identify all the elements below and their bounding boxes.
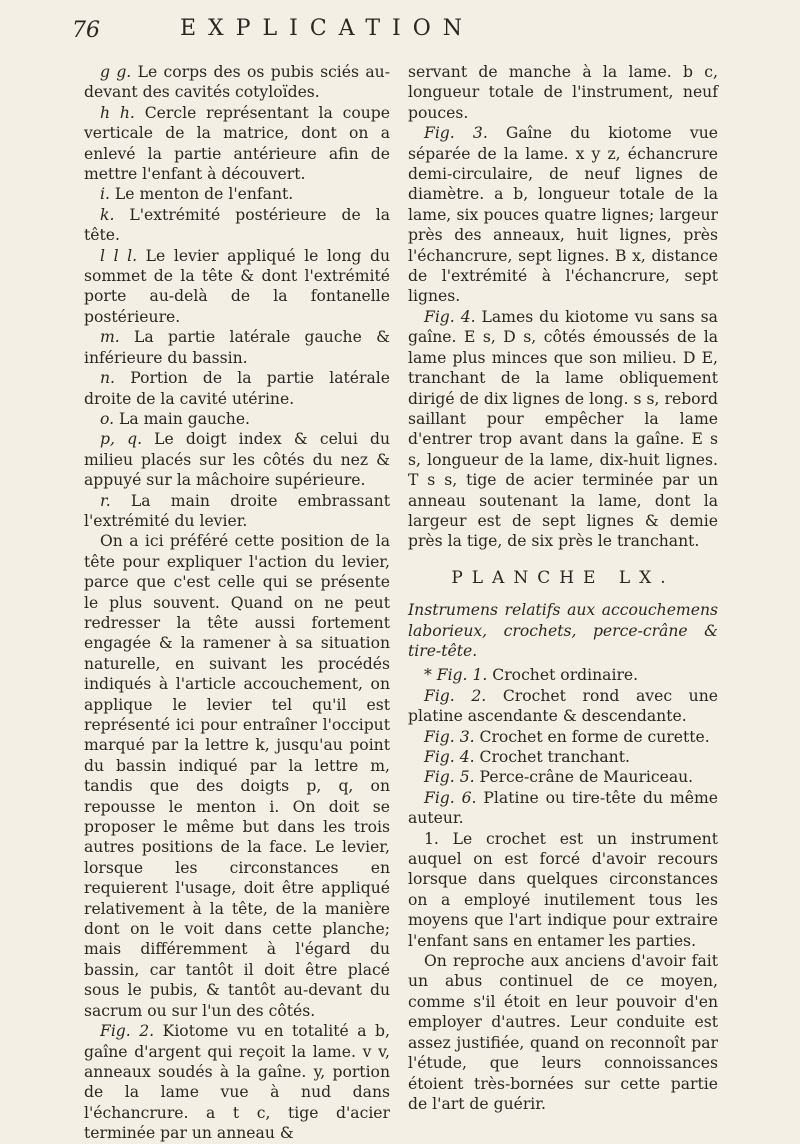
left-column [84,62,390,1144]
item-label: Fig. 3. [424,727,475,746]
legend-entry [84,103,390,185]
figure-entry [408,767,718,787]
legend-entry [84,491,390,532]
figure-entry [408,747,718,767]
item-text: Crochet ordinaire. [487,666,639,685]
legend-entry [84,531,390,1021]
figure-descriptions [408,62,718,552]
item-text: Portion de la partie latérale droite de la cavité utérine. [84,369,390,408]
item-label: n. [100,369,115,388]
body-paragraph: On reproche aux anciens d'avoir fait un abus continuel de ce moyen, comme s'il étoit en leur pouvoir d'en employer d'autres. Leur conduite est assez justifiée, quand on reconnoît par l'étude, que leurs connoissances étoient très-bornées sur cette partie de l'art de guérir. [408,952,718,1113]
plate-heading: PLANCHE LX. [451,567,675,588]
legend-entry [84,368,390,409]
item-label: l l l. [100,246,138,265]
figure-entry [408,665,718,685]
item-label: Fig. 5. [424,768,475,787]
item-text: La main droite embrassant l'extrémité du levier. [84,491,390,530]
right-column [408,62,718,1114]
figure-entry [408,727,718,747]
plate-figure-list [408,665,718,828]
legend-entry [84,62,390,103]
item-label: m. [100,328,120,347]
item-label: * Fig. 1. [424,666,488,685]
item-text: Crochet tranchant. [474,748,630,766]
item-label: i. [100,185,110,204]
legend-entry [84,1021,390,1143]
item-label: Fig. 4. [424,307,476,326]
item-label: Fig. 4. [424,748,475,766]
item-text: Perce-crâne de Mauriceau. [474,768,694,787]
item-label: Fig. 2. [424,686,487,705]
item-label: Fig. 6. [424,788,477,807]
item-label: g g. [100,63,132,81]
item-text: Le corps des os pubis sciés au-devant des cavités cotyloïdes. [84,63,390,102]
item-label: Fig. 3. [424,124,488,143]
figure-entry [408,788,718,829]
item-text: Gaîne du kiotome vue séparée de la lame. x y z, échancrure demi-circulaire, de neuf lignes de diamètre. a b, longueur totale de la lame, six pouces quatre lignes; largeur près des anneaux, huit lignes, près l'échancrure, sept lignes. B x, distance de l'extrémité à l'échancrure, sept lignes. [408,124,718,306]
item-text: Lames du kiotome vu sans sa gaîne. E s, D s, côtés émoussés de la lame plus minces que son milieu. D E, tranchant de la lame obliquement dirigé de dix lignes de long. s s, rebord saillant pour empêcher la lame d'entrer trop avant dans la gaîne. E s s, longueur de la lame, dix-huit lignes. T s s, tige de acier terminée par un anneau soutenant la lame, dont la largeur est de sept lignes & demie près la tige, de six près le tranchant. [408,307,718,551]
item-text: La partie latérale gauche & inférieure du bassin. [84,328,390,367]
legend-entry [408,123,718,307]
legend-entry [84,205,390,246]
item-text: Kiotome vu en totalité a b, gaîne d'argent qui reçoit la lame. v v, anneaux soudés à la gaîne. y, portion de la lame vue à nud dans l'échancrure. a t c, tige d'acier terminée par un anneau & [84,1022,391,1143]
legend-entry [84,429,390,490]
legend-entry [84,327,390,368]
legend-entry [84,409,390,429]
item-text: Platine ou tire-tête du même auteur. [408,788,718,828]
item-text: Crochet rond avec une platine ascendante & descendante. [408,686,718,726]
item-text: Le doigt index & celui du milieu placés sur les côtés du nez & appuyé sur la mâchoire supérieure. [84,430,390,490]
item-text: Le menton de l'enfant. [109,185,294,204]
item-text: L'extrémité postérieure de la tête. [84,205,390,245]
legend-entry [84,246,390,328]
item-label: r. [100,491,111,510]
item-label: k. [100,205,115,224]
body-paragraph: 1. Le crochet est un instrument auquel on est forcé d'avoir recours lorsque dans quelques circonstances on a employé inutilement tous les moyens que l'art indique pour extraire l'enfant sans en entamer les parties. [408,829,718,950]
plate-paragraphs [408,829,718,1115]
plate-subtitle: Instrumens relatifs aux accouchemens laborieux, crochets, perce-crâne & tire-tête. [408,601,718,660]
item-text: Cercle représentant la coupe verticale de la matrice, dont on a enlevé la partie antérieure afin de mettre l'enfant à découvert. [84,103,390,184]
item-text: Crochet en forme de curette. [474,727,710,746]
legend-entry [408,307,718,552]
item-label: Fig. 2. [100,1022,155,1041]
legend-entry [408,62,718,123]
item-text: Le levier appliqué le long du sommet de la tête & dont l'extrémité porte au-delà de la fontanelle postérieure. [84,246,390,326]
item-text: On a ici préféré cette position de la tête pour expliquer l'action du levier, parce que c'est celle qui se présente le plus souvent. Quand on ne peut redresser la tête aussi fortement engagée & la ramener à sa situation naturelle, en suivant les procédés indiqués à l'article accouchement, on applique le levier tel qu'il est représenté ici pour entraîner l'occiput marqué par la lettre k, jusqu'au point du bassin indiqué par la lettre m, tandis que des doigts p, q, on repousse le menton i. On doit se proposer le même but dans les trois autres positions de la face. Le levier, lorsque les circonstances en requierent l'usage, doit être appliqué relativement à la tête, de la manière dont on le voit dans cette planche; mais différemment à l'égard du bassin, car tantôt il doit être placé sous le pubis, & tantôt au-devant du sacrum ou sur l'un des côtés. [84,532,390,1020]
item-label: h h. [100,103,135,122]
legend-entry [84,184,390,204]
item-text: La main gauche. [114,409,250,428]
running-title: EXPLICATION [180,16,474,41]
page-number: 76 [72,18,100,43]
item-text: servant de manche à la lame. b c, longueur totale de l'instrument, neuf pouces. [408,63,718,122]
item-label: o. [100,409,115,428]
item-label: p, q. [100,430,143,449]
figure-entry [408,686,718,727]
